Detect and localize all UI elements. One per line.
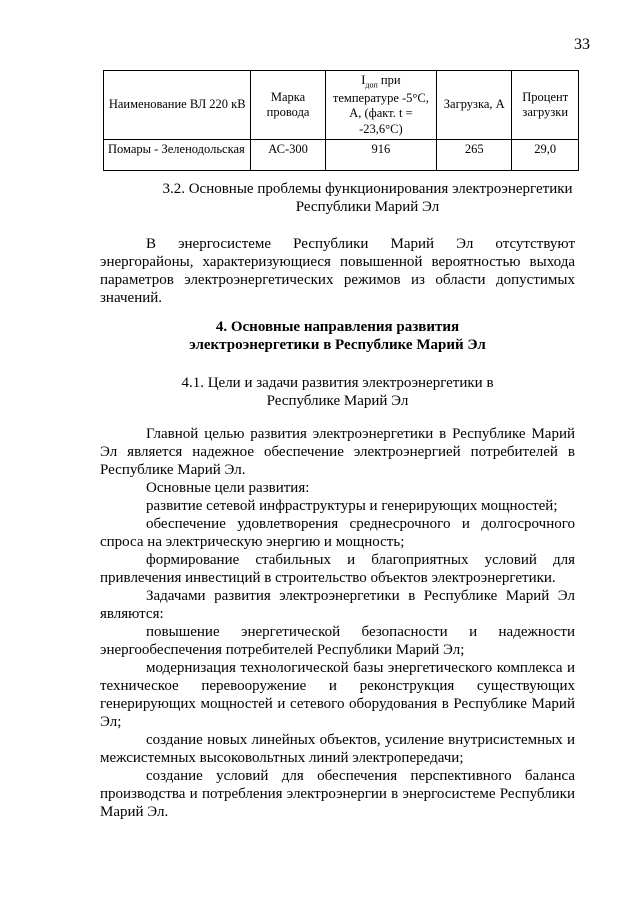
- task-item: модернизация технологической базы энергетического комплекса и техническое перевооружение и реконструкция существующих генерирующих мощностей и сетевого оборудования в Республике Марий Эл;: [100, 660, 575, 730]
- header-current-subscript: доп: [365, 80, 378, 90]
- cell-current: 916: [325, 140, 436, 171]
- cell-load: 265: [437, 140, 512, 171]
- main-goal-paragraph: Главной целью развития электроэнергетики в Республике Марий Эл является надежное обеспечение электроэнергией потребителей в Республике Марий Эл.: [100, 426, 575, 478]
- section-3-2-title: 3.2. Основные проблемы функционирования электроэнергетики Республики Марий Эл: [162, 181, 573, 215]
- goal-item: развитие сетевой инфраструктуры и генерирующих мощностей;: [146, 498, 558, 514]
- section-4-title: 4. Основные направления развития электроэнергетики в Республике Марий Эл: [189, 319, 486, 353]
- tasks-heading: Задачами развития электроэнергетики в Республике Марий Эл являются:: [100, 588, 575, 622]
- table-row: [104, 140, 579, 171]
- task-item: создание новых линейных объектов, усиление внутрисистемных и межсистемных высоковольтных линий электропередачи;: [100, 732, 575, 766]
- header-name: Наименование ВЛ 220 кВ: [104, 71, 251, 140]
- page-number: 33: [574, 36, 590, 53]
- cell-name: Помары - Зеленодольская: [104, 140, 251, 171]
- task-item: создание условий для обеспечения перспективного баланса производства и потребления электроэнергии в энергосистеме Республики Марий Эл.: [100, 768, 575, 820]
- header-percent: Процент загрузки: [512, 71, 579, 140]
- cell-percent: 29,0: [512, 140, 579, 171]
- header-wire: Марка провода: [251, 71, 325, 140]
- section-3-2-text: В энергосистеме Республики Марий Эл отсутствуют энергорайоны, характеризующиеся повышенной вероятностью выхода параметров электроэнергетических режимов из области допустимых значений.: [100, 236, 575, 306]
- header-current: [325, 71, 436, 140]
- goals-section: [100, 425, 575, 821]
- header-load: Загрузка, А: [437, 71, 512, 140]
- goals-heading: Основные цели развития:: [146, 480, 310, 496]
- task-item: повышение энергетической безопасности и надежности энергообеспечения потребителей Республики Марий Эл;: [100, 624, 575, 658]
- goal-item: обеспечение удовлетворения среднесрочного и долгосрочного спроса на электрическую энергию и мощность;: [100, 516, 575, 550]
- load-table: [103, 70, 579, 171]
- table-header-row: [104, 71, 579, 140]
- section-4-1-title: 4.1. Цели и задачи развития электроэнергетики в Республике Марий Эл: [181, 375, 494, 409]
- goal-item: формирование стабильных и благоприятных условий для привлечения инвестиций в строительство объектов электроэнергетики.: [100, 552, 575, 586]
- header-current-symbol: I: [361, 73, 366, 87]
- header-current-text: при температуре -5°С, А, (факт. t = -23,6°С): [332, 73, 429, 136]
- cell-wire: АС-300: [251, 140, 325, 171]
